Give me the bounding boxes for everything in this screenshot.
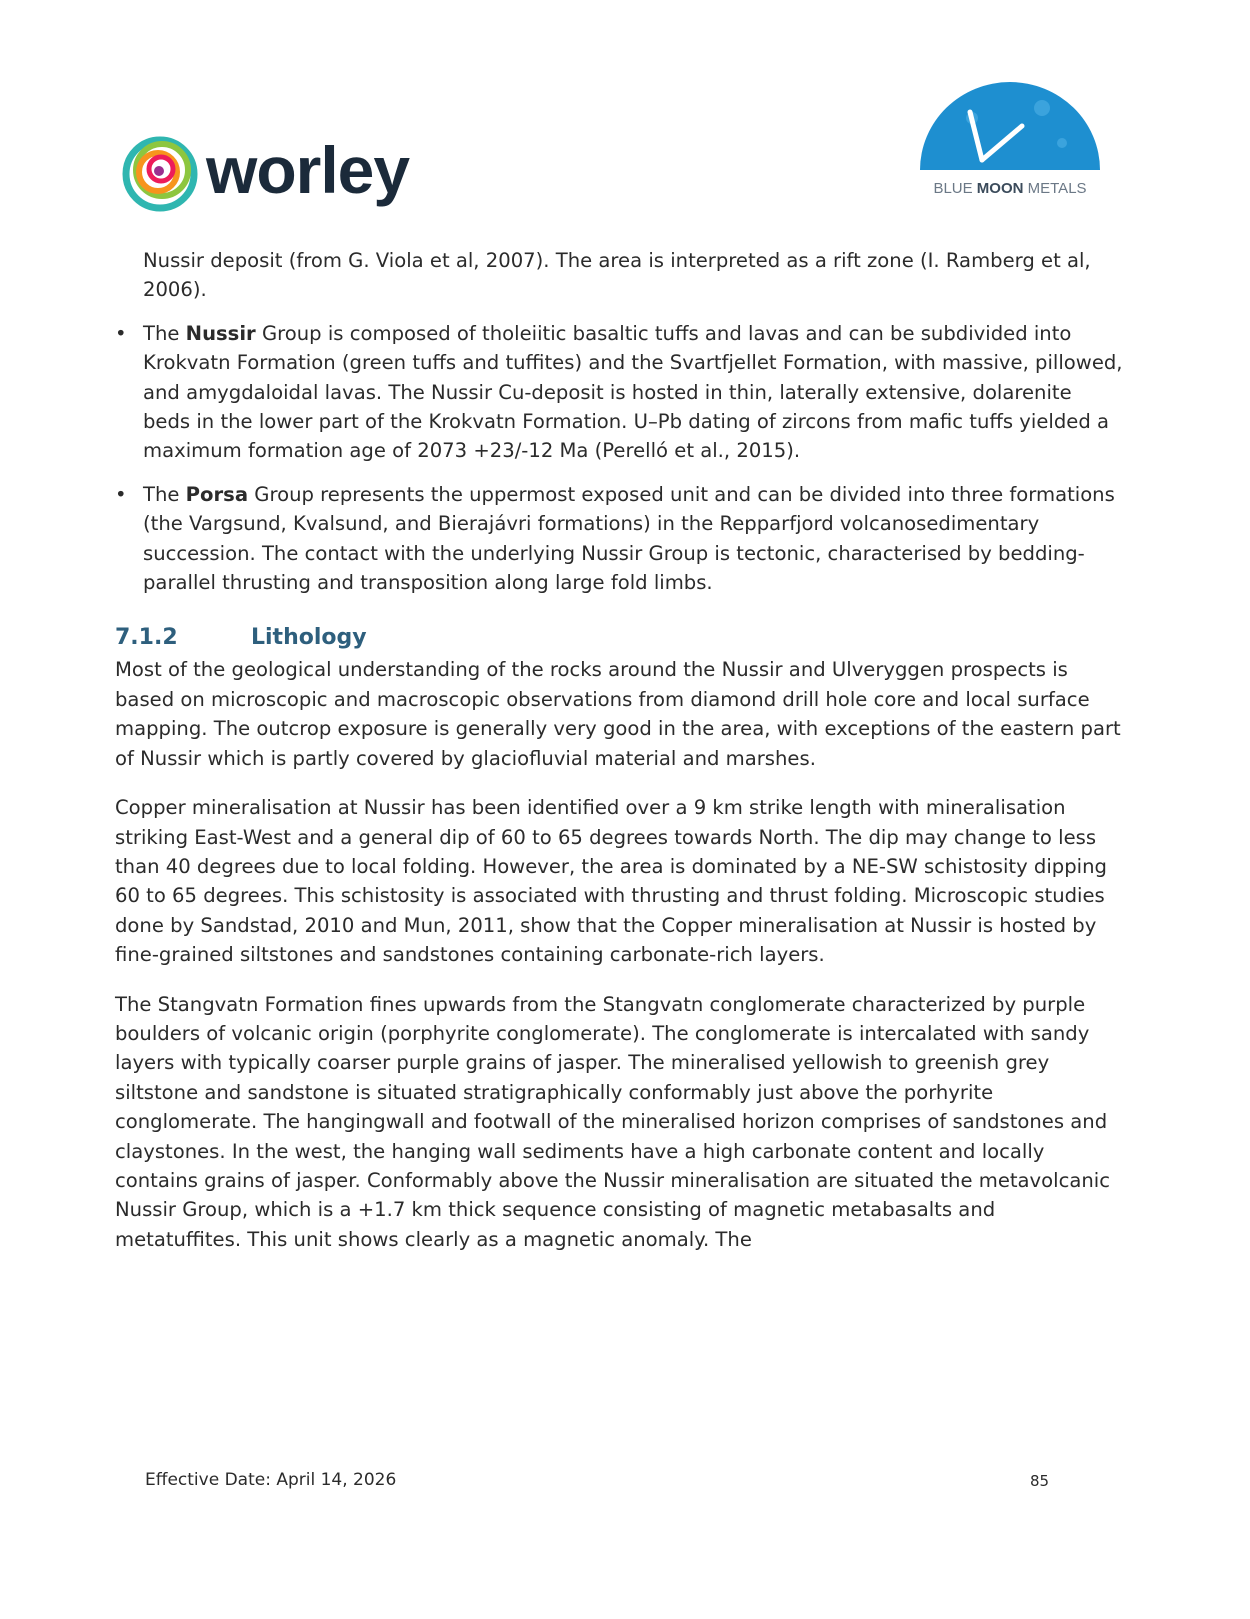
blue-moon-metals-logo [912, 78, 1108, 208]
bullet-bold-term: Porsa [185, 482, 249, 506]
section-heading [115, 621, 1125, 655]
worley-swirl-icon [122, 136, 198, 212]
page-content [115, 246, 1125, 1254]
bullet-text-post: Group is composed of tholeiitic basaltic tuffs and lavas and can be subdivided into Krokvatn Formation (green tuffs and tuffites) and the Svartfjellet Formation, with massive, pillowed, and amygdaloidal lavas. The Nussir Cu-deposit is hosted in thin, laterally extensive, dolarenite beds in the lower part of the Krokvatn Formation. U–Pb dating of zircons from mafic tuffs yielded a maximum formation age of 2073 +23/-12 Ma (Perelló et al., 2015). [143, 321, 1123, 463]
bullet-marker: • [115, 482, 127, 506]
bullet-nussir-group [115, 319, 1125, 466]
paragraph-stangvatn-formation: The Stangvatn Formation fines upwards from the Stangvatn conglomerate characterized by purple boulders of volcanic origin (porphyrite conglomerate). The conglomerate is intercalated with sandy layers with typically coarser purple grains of jasper. The mineralised yellowish to greenish grey siltstone and sandstone is situated stratigraphically conformably just above the porhyrite conglomerate. The hangingwall and footwall of the mineralised horizon comprises of sandstones and claystones. In the west, the hanging wall sediments have a high carbonate content and locally contains grains of jasper. Conformably above the Nussir mineralisation are situated the metavolcanic Nussir Group, which is a +1.7 km thick sequence consisting of magnetic metabasalts and metatuffites. This unit shows clearly as a magnetic anomaly. The [115, 992, 1111, 1251]
intro-continuation: Nussir deposit (from G. Viola et al, 2007). The area is interpreted as a rift zone (I. Ramberg et al, 2006). [143, 249, 1091, 302]
logo-word-moon: MOON [976, 180, 1024, 197]
bullet-marker: • [115, 321, 127, 345]
worley-wordmark: worley [206, 133, 410, 207]
section-number: 7.1.2 [115, 625, 178, 651]
bullet-text-pre: The [143, 321, 186, 345]
bullet-text-post: Group represents the uppermost exposed unit and can be divided into three formations (the Vargsund, Kvalsund, and Bierajávri formations) in the Repparfjord volcanosedimentary succession. The contact with the underlying Nussir Group is tectonic, characterised by bedding-parallel thrusting and transposition along large fold limbs. [143, 482, 1115, 595]
footer-page-number: 85 [1030, 1472, 1050, 1490]
bullet-porsa-group [115, 480, 1125, 598]
paragraph-lithology-overview: Most of the geological understanding of the rocks around the Nussir and Ulveryggen prospects is based on microscopic and macroscopic observations from diamond drill hole core and local surface mapping. The outcrop exposure is generally very good in the area, with exceptions of the eastern part of Nussir which is partly covered by glaciofluvial material and marshes. [115, 658, 1121, 770]
bullet-bold-term: Nussir [185, 321, 256, 345]
bullet-text-pre: The [143, 482, 186, 506]
footer-effective-date: Effective Date: April 14, 2026 [145, 1470, 397, 1490]
worley-logo [122, 130, 442, 220]
moon-icon [912, 78, 1108, 182]
section-title: Lithology [251, 625, 367, 651]
paragraph-copper-mineralisation: Copper mineralisation at Nussir has been identified over a 9 km strike length with mineralisation striking East-West and a general dip of 60 to 65 degrees towards North. The dip may change to less than 40 degrees due to local folding. However, the area is dominated by a NE-SW schistosity dipping 60 to 65 degrees. This schistosity is associated with thrusting and thrust folding. Microscopic studies done by Sandstad, 2010 and Mun, 2011, show that the Copper mineralisation at Nussir is hosted by fine-grained siltstones and sandstones containing carbonate-rich layers. [115, 796, 1107, 967]
blue-moon-metals-wordmark [912, 180, 1108, 197]
logo-word-blue: BLUE [933, 180, 977, 197]
logo-word-metals: METALS [1023, 180, 1087, 197]
